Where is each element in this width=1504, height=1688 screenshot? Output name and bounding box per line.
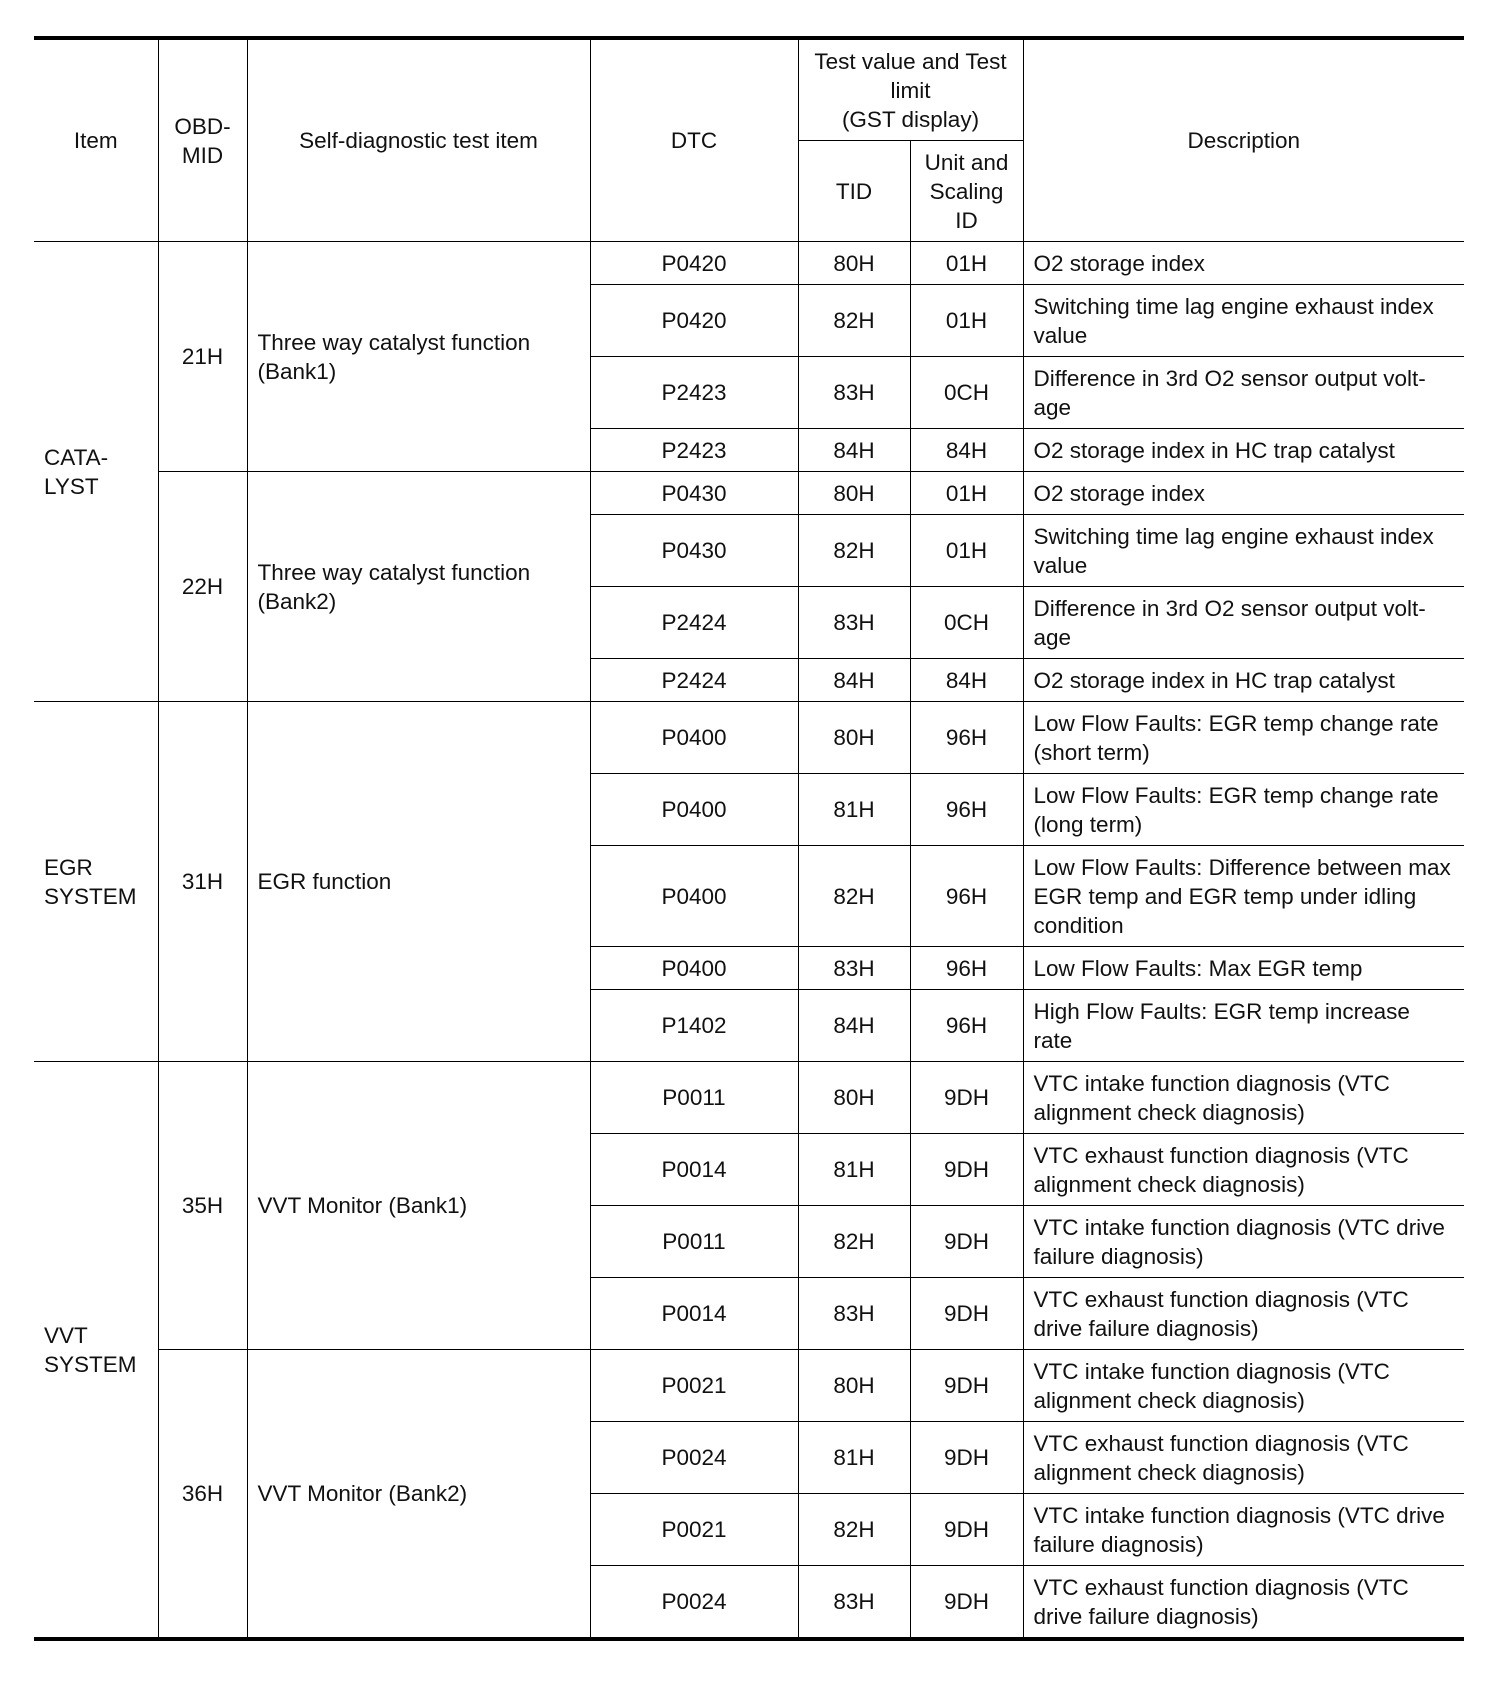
description-cell: VTC exhaust function diagnosis (VTC drive failure diagnosis) bbox=[1023, 1278, 1464, 1350]
table-row bbox=[34, 242, 1464, 285]
dtc-cell: P2424 bbox=[590, 587, 798, 659]
tid-cell: 80H bbox=[798, 1062, 910, 1134]
document-page bbox=[34, 36, 1464, 1641]
dtc-cell: P0011 bbox=[590, 1206, 798, 1278]
obd-mid-cell: 22H bbox=[158, 472, 247, 702]
dtc-cell: P0014 bbox=[590, 1134, 798, 1206]
unit-scaling-cell: 96H bbox=[910, 846, 1023, 947]
dtc-cell: P0430 bbox=[590, 472, 798, 515]
description-cell: Low Flow Faults: Max EGR temp bbox=[1023, 947, 1464, 990]
unit-scaling-cell: 9DH bbox=[910, 1206, 1023, 1278]
description-cell: Low Flow Faults: EGR temp change rate (long term) bbox=[1023, 774, 1464, 846]
table-header bbox=[34, 38, 1464, 242]
header-item: Item bbox=[34, 38, 158, 242]
dtc-cell: P0011 bbox=[590, 1062, 798, 1134]
table-body bbox=[34, 242, 1464, 1640]
unit-scaling-cell: 9DH bbox=[910, 1134, 1023, 1206]
obd-mid-cell: 21H bbox=[158, 242, 247, 472]
dtc-cell: P0430 bbox=[590, 515, 798, 587]
tid-cell: 83H bbox=[798, 587, 910, 659]
header-tid: TID bbox=[798, 141, 910, 242]
unit-scaling-cell: 9DH bbox=[910, 1278, 1023, 1350]
description-cell: Low Flow Faults: EGR temp change rate (short term) bbox=[1023, 702, 1464, 774]
description-cell: Switching time lag engine exhaust index value bbox=[1023, 285, 1464, 357]
dtc-cell: P0400 bbox=[590, 947, 798, 990]
unit-scaling-cell: 9DH bbox=[910, 1566, 1023, 1640]
description-cell: VTC intake function diagnosis (VTC drive failure diagnosis) bbox=[1023, 1206, 1464, 1278]
unit-scaling-cell: 96H bbox=[910, 774, 1023, 846]
dtc-cell: P0400 bbox=[590, 774, 798, 846]
tid-cell: 81H bbox=[798, 1134, 910, 1206]
tid-cell: 80H bbox=[798, 472, 910, 515]
unit-scaling-cell: 01H bbox=[910, 472, 1023, 515]
tid-cell: 80H bbox=[798, 242, 910, 285]
tid-cell: 83H bbox=[798, 1566, 910, 1640]
description-cell: O2 storage index in HC trap catalyst bbox=[1023, 429, 1464, 472]
table-row bbox=[34, 1062, 1464, 1134]
unit-scaling-cell: 01H bbox=[910, 285, 1023, 357]
description-cell: VTC intake function diagnosis (VTC alignment check diagnosis) bbox=[1023, 1350, 1464, 1422]
tid-cell: 84H bbox=[798, 659, 910, 702]
description-cell: O2 storage index bbox=[1023, 242, 1464, 285]
unit-scaling-cell: 9DH bbox=[910, 1062, 1023, 1134]
test-item-cell: Three way catalyst function (Bank2) bbox=[247, 472, 590, 702]
test-item-cell: VVT Monitor (Bank2) bbox=[247, 1350, 590, 1640]
test-item-cell: EGR function bbox=[247, 702, 590, 1062]
dtc-cell: P2423 bbox=[590, 429, 798, 472]
dtc-cell: P1402 bbox=[590, 990, 798, 1062]
description-cell: O2 storage index bbox=[1023, 472, 1464, 515]
unit-scaling-cell: 01H bbox=[910, 515, 1023, 587]
description-cell: Difference in 3rd O2 sensor output volt-age bbox=[1023, 587, 1464, 659]
tid-cell: 82H bbox=[798, 1206, 910, 1278]
table-row bbox=[34, 472, 1464, 515]
dtc-cell: P0021 bbox=[590, 1350, 798, 1422]
header-obd-mid: OBD- MID bbox=[158, 38, 247, 242]
dtc-cell: P0024 bbox=[590, 1566, 798, 1640]
dtc-cell: P2423 bbox=[590, 357, 798, 429]
dtc-cell: P0014 bbox=[590, 1278, 798, 1350]
tid-cell: 81H bbox=[798, 1422, 910, 1494]
item-cell: VVT SYSTEM bbox=[34, 1062, 158, 1640]
unit-scaling-cell: 01H bbox=[910, 242, 1023, 285]
dtc-cell: P0420 bbox=[590, 242, 798, 285]
unit-scaling-cell: 84H bbox=[910, 429, 1023, 472]
header-unit-scaling-id: Unit and Scaling ID bbox=[910, 141, 1023, 242]
header-dtc: DTC bbox=[590, 38, 798, 242]
header-description: Description bbox=[1023, 38, 1464, 242]
header-test-value-group: Test value and Test limit (GST display) bbox=[798, 38, 1023, 141]
tid-cell: 82H bbox=[798, 515, 910, 587]
description-cell: VTC intake function diagnosis (VTC drive failure diagnosis) bbox=[1023, 1494, 1464, 1566]
unit-scaling-cell: 96H bbox=[910, 947, 1023, 990]
dtc-cell: P2424 bbox=[590, 659, 798, 702]
unit-scaling-cell: 96H bbox=[910, 990, 1023, 1062]
unit-scaling-cell: 84H bbox=[910, 659, 1023, 702]
tid-cell: 83H bbox=[798, 947, 910, 990]
obd-mid-cell: 36H bbox=[158, 1350, 247, 1640]
header-self-diagnostic-test-item: Self-diagnostic test item bbox=[247, 38, 590, 242]
table-row bbox=[34, 702, 1464, 774]
unit-scaling-cell: 9DH bbox=[910, 1422, 1023, 1494]
unit-scaling-cell: 0CH bbox=[910, 587, 1023, 659]
tid-cell: 83H bbox=[798, 1278, 910, 1350]
dtc-table bbox=[34, 36, 1464, 1641]
test-item-cell: VVT Monitor (Bank1) bbox=[247, 1062, 590, 1350]
obd-mid-cell: 31H bbox=[158, 702, 247, 1062]
description-cell: Switching time lag engine exhaust index value bbox=[1023, 515, 1464, 587]
tid-cell: 82H bbox=[798, 846, 910, 947]
description-cell: Difference in 3rd O2 sensor output volt-age bbox=[1023, 357, 1464, 429]
description-cell: High Flow Faults: EGR temp increase rate bbox=[1023, 990, 1464, 1062]
dtc-cell: P0400 bbox=[590, 702, 798, 774]
item-cell: CATA- LYST bbox=[34, 242, 158, 702]
description-cell: VTC exhaust function diagnosis (VTC drive failure diagnosis) bbox=[1023, 1566, 1464, 1640]
dtc-cell: P0420 bbox=[590, 285, 798, 357]
description-cell: VTC exhaust function diagnosis (VTC alignment check diagnosis) bbox=[1023, 1422, 1464, 1494]
tid-cell: 82H bbox=[798, 1494, 910, 1566]
obd-mid-cell: 35H bbox=[158, 1062, 247, 1350]
unit-scaling-cell: 0CH bbox=[910, 357, 1023, 429]
description-cell: VTC exhaust function diagnosis (VTC alignment check diagnosis) bbox=[1023, 1134, 1464, 1206]
description-cell: O2 storage index in HC trap catalyst bbox=[1023, 659, 1464, 702]
tid-cell: 83H bbox=[798, 357, 910, 429]
description-cell: VTC intake function diagnosis (VTC alignment check diagnosis) bbox=[1023, 1062, 1464, 1134]
item-cell: EGR SYSTEM bbox=[34, 702, 158, 1062]
dtc-cell: P0021 bbox=[590, 1494, 798, 1566]
tid-cell: 84H bbox=[798, 429, 910, 472]
description-cell: Low Flow Faults: Difference between max EGR temp and EGR temp under idling condition bbox=[1023, 846, 1464, 947]
tid-cell: 82H bbox=[798, 285, 910, 357]
unit-scaling-cell: 9DH bbox=[910, 1494, 1023, 1566]
tid-cell: 84H bbox=[798, 990, 910, 1062]
dtc-cell: P0024 bbox=[590, 1422, 798, 1494]
table-row bbox=[34, 1350, 1464, 1422]
tid-cell: 81H bbox=[798, 774, 910, 846]
tid-cell: 80H bbox=[798, 1350, 910, 1422]
tid-cell: 80H bbox=[798, 702, 910, 774]
test-item-cell: Three way catalyst function (Bank1) bbox=[247, 242, 590, 472]
dtc-cell: P0400 bbox=[590, 846, 798, 947]
unit-scaling-cell: 96H bbox=[910, 702, 1023, 774]
unit-scaling-cell: 9DH bbox=[910, 1350, 1023, 1422]
